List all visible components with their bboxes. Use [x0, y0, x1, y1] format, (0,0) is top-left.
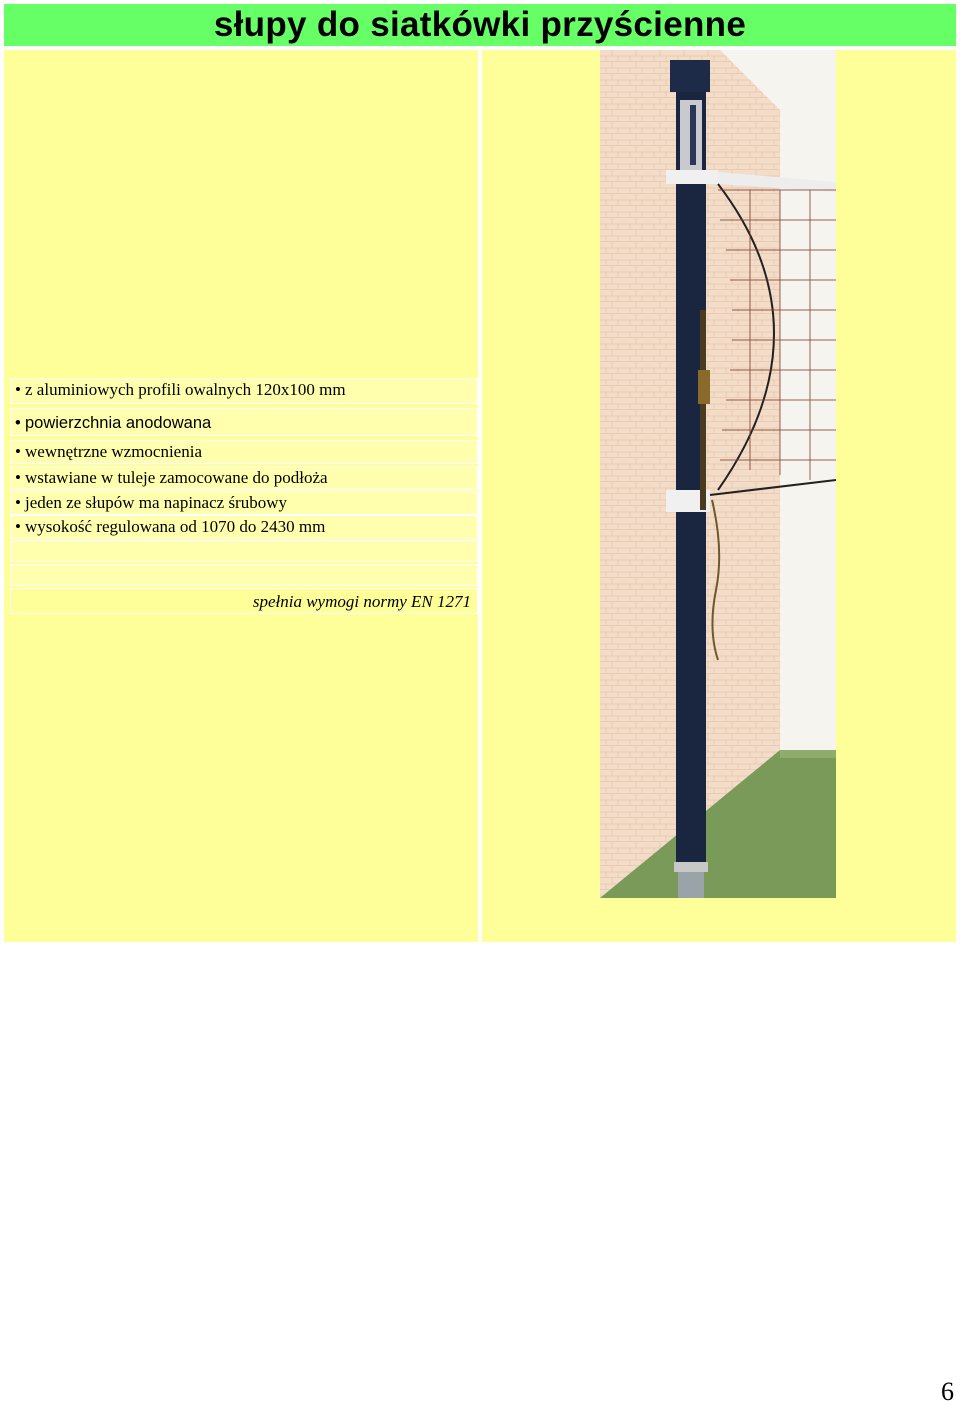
bullet-icon: •	[15, 468, 21, 487]
feature-text: z aluminiowych profili owalnych 120x100 mm	[25, 380, 346, 399]
photo-panel	[482, 50, 956, 942]
bullet-icon: •	[15, 493, 21, 512]
page-title: słupy do siatkówki przyścienne	[213, 5, 747, 44]
bullet-icon: •	[15, 414, 21, 432]
feature-text: wstawiane w tuleje zamocowane do podłoża	[25, 468, 328, 487]
features-panel	[4, 50, 478, 942]
feature-item	[10, 408, 478, 436]
bullet-icon: •	[15, 380, 21, 399]
feature-text: powierzchnia anodowana	[25, 414, 212, 432]
bullet-icon: •	[15, 442, 21, 461]
feature-text: wysokość regulowana od 1070 do 2430 mm	[25, 517, 326, 536]
feature-item	[10, 440, 478, 464]
empty-row	[10, 540, 478, 562]
feature-item	[10, 466, 478, 490]
bullet-icon: •	[15, 517, 21, 536]
empty-row	[10, 564, 478, 586]
page-number: 6	[941, 1377, 954, 1406]
feature-text: wewnętrzne wzmocnienia	[25, 442, 202, 461]
feature-item	[10, 515, 478, 539]
norm-note: spełnia wymogi normy EN 1271	[10, 588, 478, 614]
feature-item	[10, 491, 478, 515]
feature-text: jeden ze słupów ma napinacz śrubowy	[25, 493, 287, 512]
wall-post-photo	[600, 50, 836, 898]
feature-item	[10, 378, 478, 404]
title-bar	[4, 4, 956, 46]
